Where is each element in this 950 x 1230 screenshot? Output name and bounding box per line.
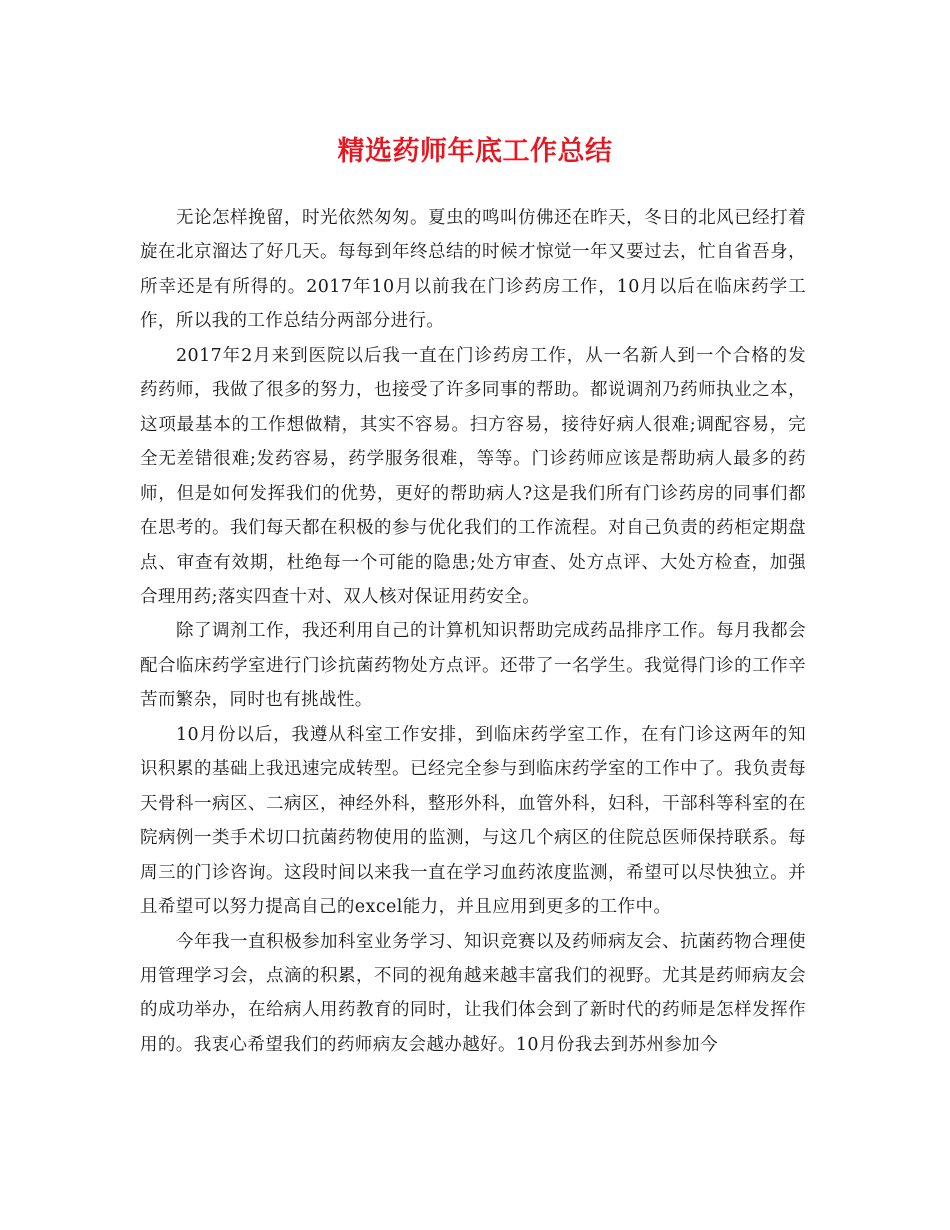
- paragraph-1: 无论怎样挽留，时光依然匆匆。夏虫的鸣叫仿佛还在昨天，冬日的北风已经打着旋在北京溜达了好几天。每每到年终总结的时候才惊觉一年又要过去，忙自省吾身，所幸还是有所得的。2017年10月以前我在门诊药房工作，10月以后在临床药学工作，所以我的工作总结分两部分进行。: [140, 208, 806, 332]
- document-title: 精选药师年底工作总结: [337, 136, 613, 167]
- paragraph-3: 除了调剂工作，我还利用自己的计算机知识帮助完成药品排序工作。每月我都会配合临床药学室进行门诊抗菌药物处方点评。还带了一名学生。我觉得门诊的工作辛苦而繁杂，同时也有挑战性。: [140, 621, 806, 711]
- paragraph-5: 今年我一直积极参加科室业务学习、知识竞赛以及药师病友会、抗菌药物合理使用管理学习会，点滴的积累，不同的视角越来越丰富我们的视野。尤其是药师病友会的成功举办，在给病人用药教育的同时，让我们体会到了新时代的药师是怎样发挥作用的。我衷心希望我们的药师病友会越办越好。10月份我去到苏州参加今: [140, 931, 806, 1055]
- paragraph-2: 2017年2月来到医院以后我一直在门诊药房工作，从一名新人到一个合格的发药药师，我做了很多的努力，也接受了许多同事的帮助。都说调剂乃药师执业之本，这项最基本的工作想做精，其实不容易。扫方容易，接待好病人很难;调配容易，完全无差错很难;发药容易，药学服务很难，等等。门诊药师应该是帮助病人最多的药师，但是如何发挥我们的优势，更好的帮助病人?这是我们所有门诊药房的同事们都在思考的。我们每天都在积极的参与优化我们的工作流程。对自己负责的药柜定期盘点、审查有效期，杜绝每一个可能的隐患;处方审查、处方点评、大处方检查，加强合理用药;落实四查十对、双人核对保证用药安全。: [140, 345, 806, 607]
- paragraph-4: 10月份以后，我遵从科室工作安排，到临床药学室工作，在有门诊这两年的知识积累的基础上我迅速完成转型。已经完全参与到临床药学室的工作中了。我负责每天骨科一病区、二病区，神经外科，整形外科，血管外科，妇科，干部科等科室的在院病例一类手术切口抗菌药物使用的监测，与这几个病区的住院总医师保持联系。每周三的门诊咨询。这段时间以来我一直在学习血药浓度监测，希望可以尽快独立。并且希望可以努力提高自己的excel能力，并且应用到更多的工作中。: [140, 724, 806, 918]
- document-body: [140, 201, 806, 1062]
